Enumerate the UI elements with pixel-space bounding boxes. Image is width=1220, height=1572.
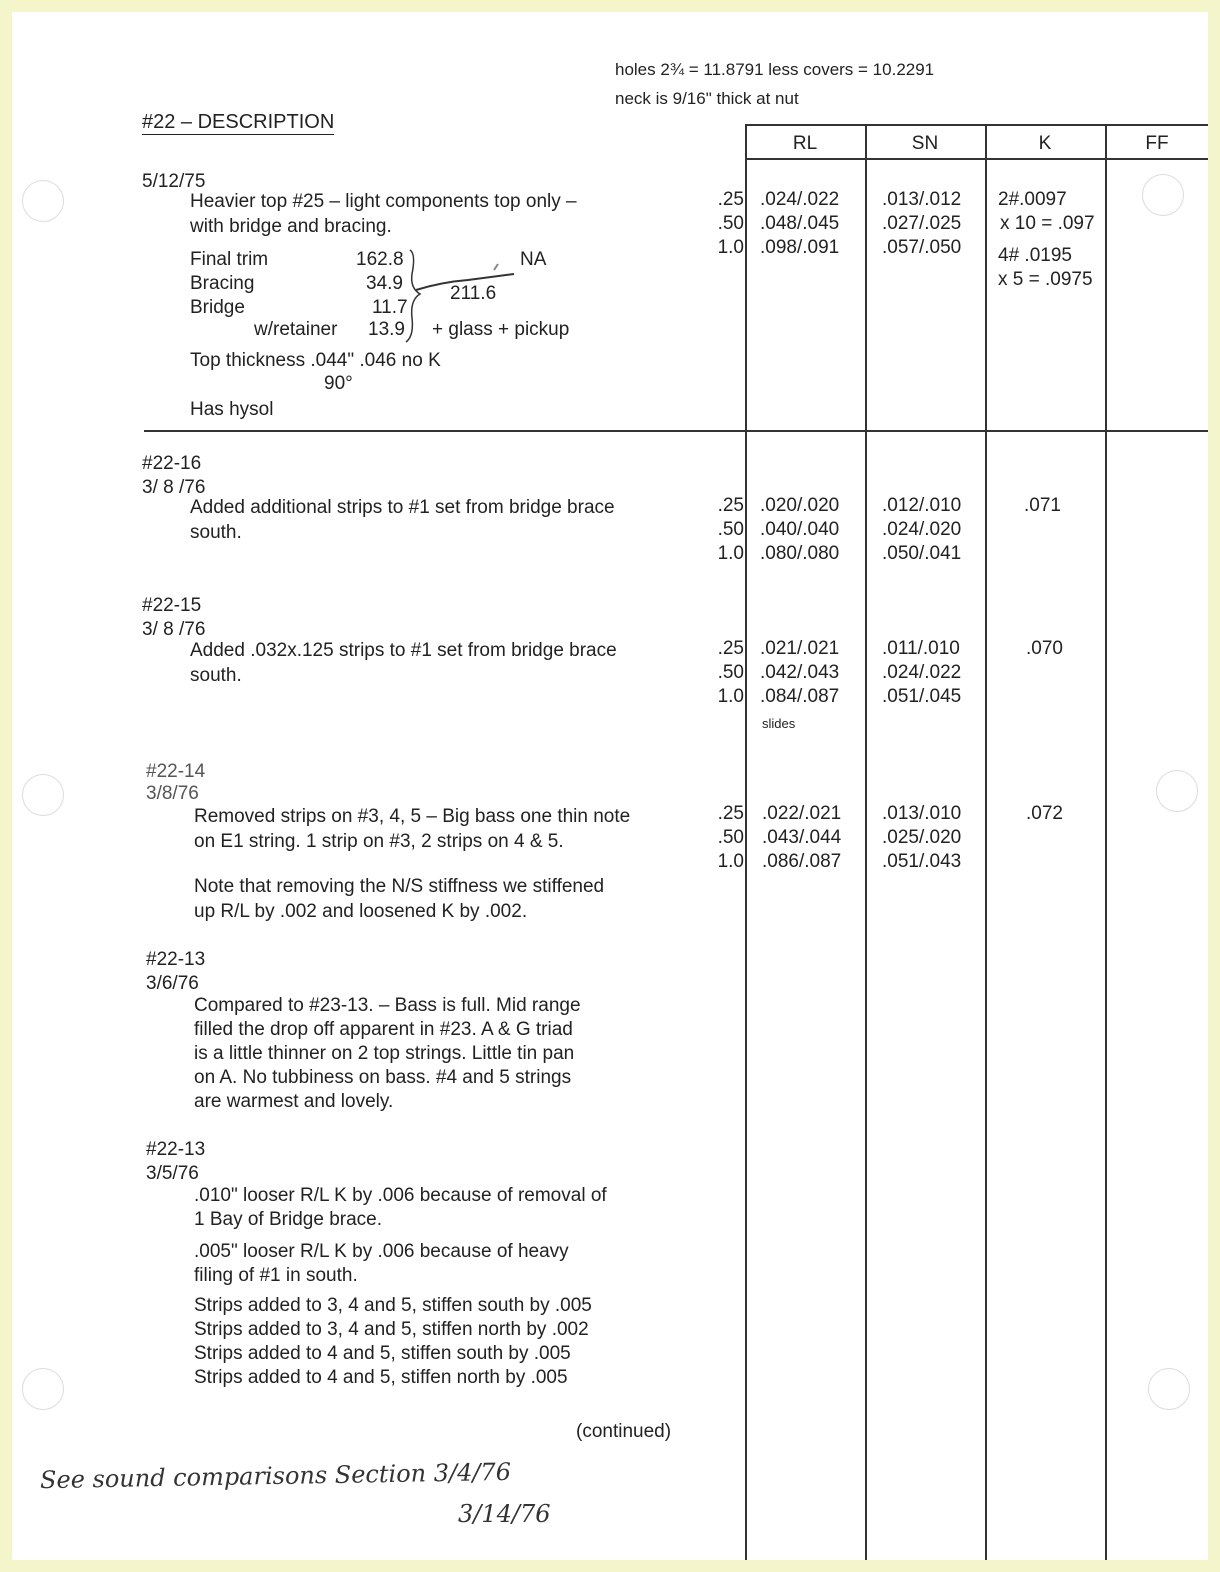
- sn-value: .051/.043: [882, 851, 962, 872]
- entry-line: Added additional strips to #1 set from bridge brace: [190, 497, 615, 518]
- entry-line: 1 Bay of Bridge brace.: [194, 1209, 382, 1230]
- entry-id: #22-14: [146, 761, 206, 782]
- sn-value: .013/.010: [882, 803, 962, 824]
- section-divider: [144, 430, 1208, 432]
- neck-note: neck is 9/16" thick at nut: [615, 89, 799, 108]
- sn-value: .025/.020: [882, 827, 962, 848]
- k-value: .070: [1026, 638, 1063, 659]
- load-value: .25: [717, 803, 744, 824]
- handwritten-date: 3/14/76: [458, 1500, 551, 1528]
- entry-id: #22-16: [142, 453, 202, 474]
- final-trim-label: Final trim: [190, 249, 269, 270]
- final-trim-value: 162.8: [356, 249, 404, 270]
- column-rule-3: [985, 124, 987, 1560]
- k-value: x 10 = .097: [1000, 213, 1095, 234]
- rl-note: slides: [762, 716, 796, 731]
- entry-line: filled the drop off apparent in #23. A & G triad: [194, 1019, 573, 1040]
- top-angle: 90°: [324, 373, 353, 394]
- sn-value: .011/.010: [882, 638, 960, 659]
- binder-hole-left-bottom: [22, 1368, 64, 1410]
- column-rule-1: [745, 124, 747, 1560]
- sn-value: .051/.045: [882, 686, 962, 707]
- entry-line: up R/L by .002 and loosened K by .002.: [194, 901, 528, 922]
- binder-hole-right-bottom: [1148, 1368, 1190, 1410]
- binder-hole-left-top: [22, 180, 64, 222]
- load-value: .50: [717, 213, 744, 234]
- hysol-note: Has hysol: [190, 399, 274, 420]
- entry-line: Strips added to 4 and 5, stiffen south by .005: [194, 1343, 571, 1364]
- binder-hole-right-top: [1142, 174, 1184, 216]
- header-bottom-rule: [745, 158, 1208, 160]
- column-header-rl: RL: [792, 133, 818, 154]
- entry-line: filing of #1 in south.: [194, 1265, 358, 1286]
- sn-value: .024/.022: [882, 662, 962, 683]
- load-value: .25: [717, 495, 744, 516]
- bridge-value: 11.7: [372, 297, 408, 318]
- binder-hole-right-mid: [1156, 770, 1198, 812]
- entry-line: is a little thinner on 2 top strings. Little tin pan: [194, 1043, 575, 1064]
- entry-line: Note that removing the N/S stiffness we stiffened: [194, 876, 605, 897]
- load-value: .25: [717, 189, 744, 210]
- continued-note: (continued): [576, 1421, 672, 1442]
- entry-line: Heavier top #25 – light components top only –: [190, 191, 577, 212]
- glass-pickup-note: + glass + pickup: [432, 319, 570, 340]
- load-value: .50: [717, 662, 744, 683]
- k-value: x 5 = .0975: [998, 269, 1093, 290]
- na-note: NA: [520, 249, 547, 270]
- rl-value: .042/.043: [760, 662, 840, 683]
- entry-line: Strips added to 3, 4 and 5, stiffen south by .005: [194, 1295, 592, 1316]
- entry-line: .005" looser R/L K by .006 because of heavy: [194, 1241, 569, 1262]
- sn-value: .057/.050: [882, 237, 962, 258]
- column-header-sn: SN: [911, 133, 939, 154]
- entry-line: Strips added to 3, 4 and 5, stiffen north by .002: [194, 1319, 589, 1340]
- entry-line: on E1 string. 1 strip on #3, 2 strips on 4 & 5.: [194, 831, 564, 852]
- handwritten-note: See sound comparisons Section 3/4/76: [39, 1457, 512, 1495]
- rl-value: .040/.040: [760, 519, 840, 540]
- load-value: .50: [717, 827, 744, 848]
- k-value: 2#.0097: [998, 189, 1067, 210]
- column-header-ff: FF: [1145, 133, 1169, 154]
- entry-date: 3/5/76: [146, 1163, 199, 1184]
- load-value: 1.0: [717, 543, 744, 564]
- bridge-label: Bridge: [190, 297, 245, 318]
- rl-value: .086/.087: [762, 851, 842, 872]
- load-value: .25: [717, 638, 744, 659]
- weight-sum: 211.6: [450, 283, 497, 304]
- bracing-label: Bracing: [190, 273, 255, 294]
- entry-line: Added .032x.125 strips to #1 set from bridge brace: [190, 640, 617, 661]
- sn-value: .013/.012: [882, 189, 962, 210]
- entry-date: 3/ 8 /76: [142, 477, 206, 498]
- rl-value: .098/.091: [760, 237, 840, 258]
- entry-line: .010" looser R/L K by .006 because of removal of: [194, 1185, 607, 1206]
- sn-value: .024/.020: [882, 519, 962, 540]
- rl-value: .024/.022: [760, 189, 840, 210]
- column-header-k: K: [1038, 133, 1052, 154]
- load-value: 1.0: [717, 237, 744, 258]
- top-thickness: Top thickness .044" .046 no K: [190, 350, 441, 371]
- rl-value: .021/.021: [760, 638, 840, 659]
- entry-id: #22-13: [146, 1139, 206, 1160]
- entry-line: are warmest and lovely.: [194, 1091, 394, 1112]
- sn-value: .027/.025: [882, 213, 962, 234]
- sn-value: .050/.041: [882, 543, 962, 564]
- page-title: #22 – DESCRIPTION: [142, 111, 335, 133]
- document-page: [12, 12, 1208, 1560]
- k-value: .071: [1024, 495, 1061, 516]
- header-top-rule: [745, 124, 1208, 126]
- entry-line: south.: [190, 522, 242, 543]
- weight-brace-sketch: [402, 248, 532, 344]
- entry-line: Removed strips on #3, 4, 5 – Big bass one thin note: [194, 806, 631, 827]
- entry-date: 5/12/75: [142, 171, 206, 192]
- k-value: .072: [1026, 803, 1063, 824]
- rl-value: .020/.020: [760, 495, 840, 516]
- holes-note: holes 2¾ = 11.8791 less covers = 10.2291: [615, 60, 935, 79]
- rl-value: .084/.087: [760, 686, 840, 707]
- binder-hole-left-mid: [22, 774, 64, 816]
- entry-date: 3/6/76: [146, 973, 199, 994]
- entry-line: south.: [190, 665, 242, 686]
- load-value: .50: [717, 519, 744, 540]
- column-rule-4: [1105, 124, 1107, 1560]
- rl-value: .080/.080: [760, 543, 840, 564]
- bracing-value: 34.9: [366, 273, 403, 294]
- entry-line: Compared to #23-13. – Bass is full. Mid range: [194, 995, 581, 1016]
- rl-value: .043/.044: [762, 827, 842, 848]
- load-value: 1.0: [717, 686, 744, 707]
- retainer-label: w/retainer: [254, 319, 338, 340]
- entry-id: #22-13: [146, 949, 206, 970]
- load-value: 1.0: [717, 851, 744, 872]
- entry-date: 3/ 8 /76: [142, 619, 206, 640]
- k-value: 4# .0195: [998, 245, 1072, 266]
- entry-line: with bridge and bracing.: [190, 216, 392, 237]
- entry-line: on A. No tubbiness on bass. #4 and 5 strings: [194, 1067, 572, 1088]
- entry-line: Strips added to 4 and 5, stiffen north by .005: [194, 1367, 568, 1388]
- entry-id: #22-15: [142, 595, 202, 616]
- column-rule-2: [865, 124, 867, 1560]
- entry-date: 3/8/76: [146, 783, 199, 804]
- sn-value: .012/.010: [882, 495, 962, 516]
- rl-value: .048/.045: [760, 213, 840, 234]
- retainer-value: 13.9: [368, 319, 405, 340]
- rl-value: .022/.021: [762, 803, 842, 824]
